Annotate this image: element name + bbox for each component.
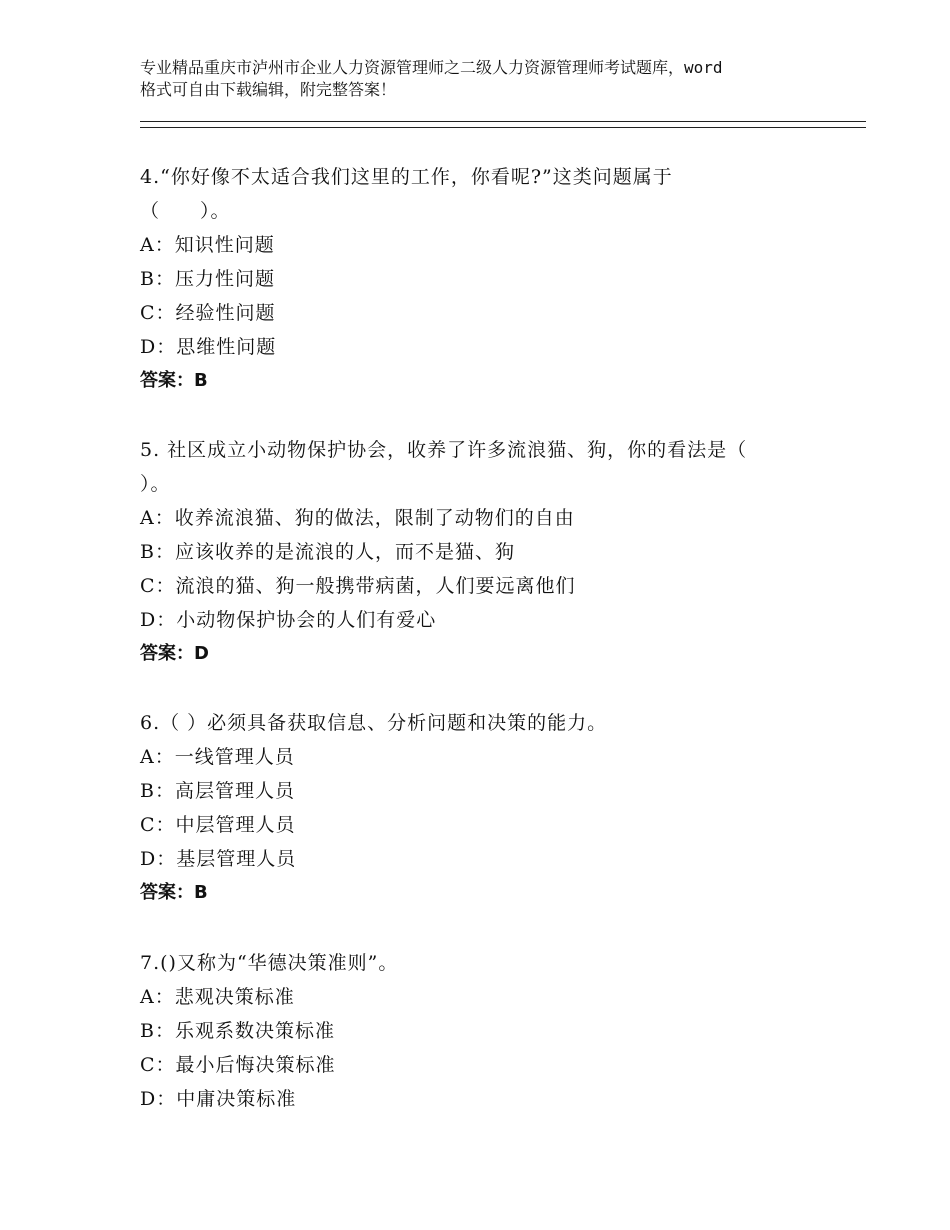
option-a: A：一线管理人员	[140, 746, 295, 768]
header-line-1: 专业精品重庆市泸州市企业人力资源管理师之二级人力资源管理师考试题库，word	[140, 58, 723, 77]
option-a: A：收养流浪猫、狗的做法，限制了动物们的自由	[140, 507, 575, 529]
question-4	[140, 160, 840, 398]
question-stem: 4.“你好像不太适合我们这里的工作，你看呢?”这类问题属于	[140, 166, 673, 188]
option-b: B：应该收养的是流浪的人，而不是猫、狗	[140, 541, 515, 563]
option-d: D：小动物保护协会的人们有爱心	[140, 609, 437, 631]
option-c: C：经验性问题	[140, 302, 276, 324]
question-6	[140, 706, 840, 910]
question-stem: 7.()又称为“华德决策准则”。	[140, 952, 399, 974]
question-7	[140, 946, 840, 1116]
header-line-2: 格式可自由下载编辑，附完整答案！	[140, 80, 397, 99]
option-d: D：基层管理人员	[140, 848, 297, 870]
question-stem: 6.（ ）必须具备获取信息、分析问题和决策的能力。	[140, 712, 608, 734]
question-stem: 5. 社区成立小动物保护协会，收养了许多流浪猫、狗，你的看法是（	[140, 439, 748, 461]
question-stem-continued: （ ）。	[140, 200, 231, 222]
option-d: D：中庸决策标准	[140, 1088, 297, 1110]
question-5	[140, 433, 840, 671]
answer: 答案：B	[140, 370, 208, 391]
option-b: B：乐观系数决策标准	[140, 1020, 335, 1042]
answer: 答案：B	[140, 882, 208, 903]
option-c: C：中层管理人员	[140, 814, 296, 836]
option-c: C：流浪的猫、狗一般携带病菌，人们要远离他们	[140, 575, 576, 597]
question-stem-continued: ）。	[140, 473, 171, 495]
answer: 答案：D	[140, 643, 209, 664]
header-double-rule	[140, 121, 866, 128]
option-b: B：高层管理人员	[140, 780, 295, 802]
option-b: B：压力性问题	[140, 268, 275, 290]
option-a: A：悲观决策标准	[140, 986, 295, 1008]
option-c: C：最小后悔决策标准	[140, 1054, 336, 1076]
page-header	[140, 57, 840, 101]
option-a: A：知识性问题	[140, 234, 275, 256]
option-d: D：思维性问题	[140, 336, 277, 358]
